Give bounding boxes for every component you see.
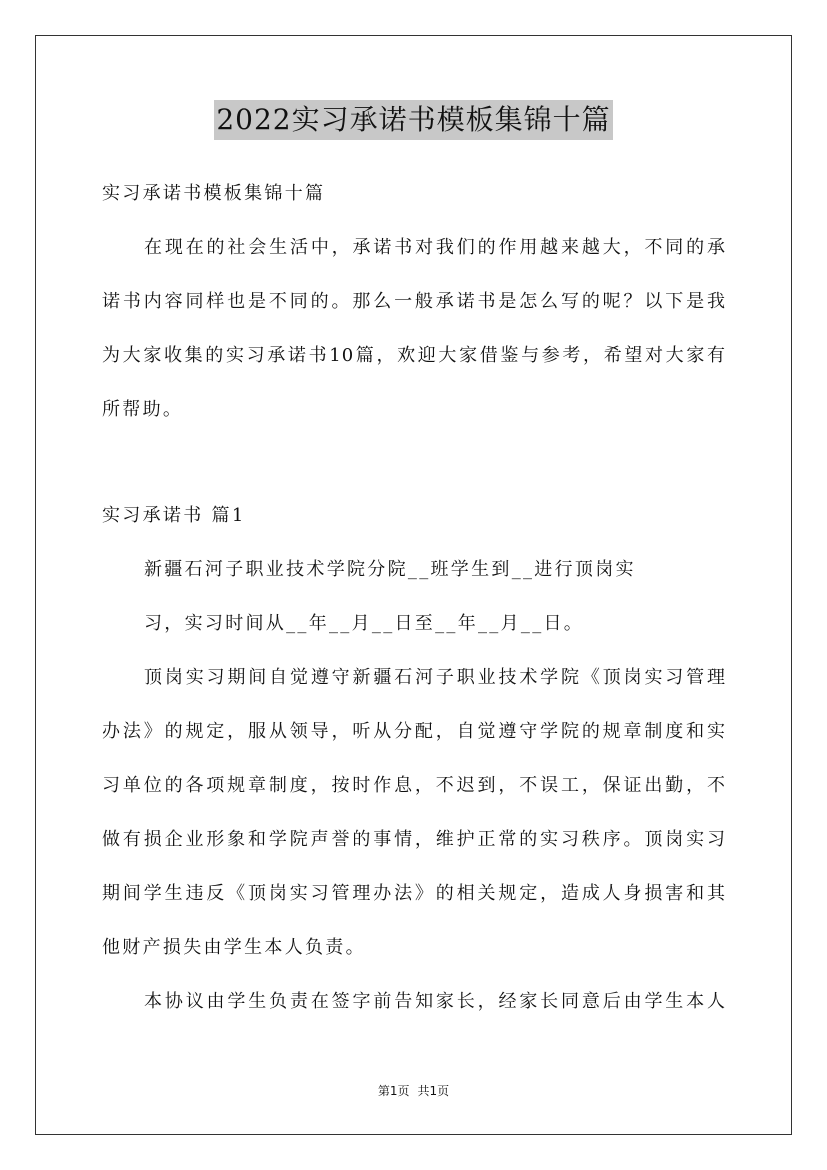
paragraph-2-line-4: 做有损企业形象和学院声誉的事情，维护正常的实习秩序。顶岗实习 (102, 829, 726, 850)
paragraph-1-line-2: 习，实习时间从__年__月__日至__年__月__日。 (144, 613, 585, 634)
page-footer (0, 1082, 827, 1099)
intro-line-3: 为大家收集的实习承诺书10篇，欢迎大家借鉴与参考，希望对大家有 (102, 345, 726, 366)
document-subtitle: 实习承诺书模板集锦十篇 (102, 183, 326, 204)
intro-line-2: 诺书内容同样也是不同的。那么一般承诺书是怎么写的呢？以下是我 (102, 291, 726, 312)
paragraph-2-line-2: 办法》的规定，服从领导，听从分配，自觉遵守学院的规章制度和实 (102, 721, 726, 742)
paragraph-3-line-1: 本协议由学生负责在签字前告知家长，经家长同意后由学生本人 (144, 991, 726, 1012)
paragraph-2-line-3: 习单位的各项规章制度，按时作息，不迟到，不误工，保证出勤，不 (102, 775, 726, 796)
paragraph-2-line-5: 期间学生违反《顶岗实习管理办法》的相关规定，造成人身损害和其 (102, 883, 726, 904)
intro-line-4: 所帮助。 (102, 399, 184, 420)
paragraph-2-line-1: 顶岗实习期间自觉遵守新疆石河子职业技术学院《顶岗实习管理 (144, 667, 726, 688)
page-number: 第1页 (377, 1084, 410, 1098)
section-heading: 实习承诺书 篇1 (102, 505, 246, 526)
intro-line-1: 在现在的社会生活中，承诺书对我们的作用越来越大，不同的承 (144, 237, 726, 258)
section-spacer (102, 444, 726, 496)
paragraph-2-line-6: 他财产损失由学生本人负责。 (102, 937, 366, 958)
page-total: 共1页 (417, 1084, 450, 1098)
document-title: 2022实习承诺书模板集锦十篇 (214, 100, 612, 140)
title-container (0, 100, 827, 140)
document-body (102, 174, 726, 1036)
paragraph-1-line-1: 新疆石河子职业技术学院分院__班学生到__进行顶岗实 (144, 559, 636, 580)
